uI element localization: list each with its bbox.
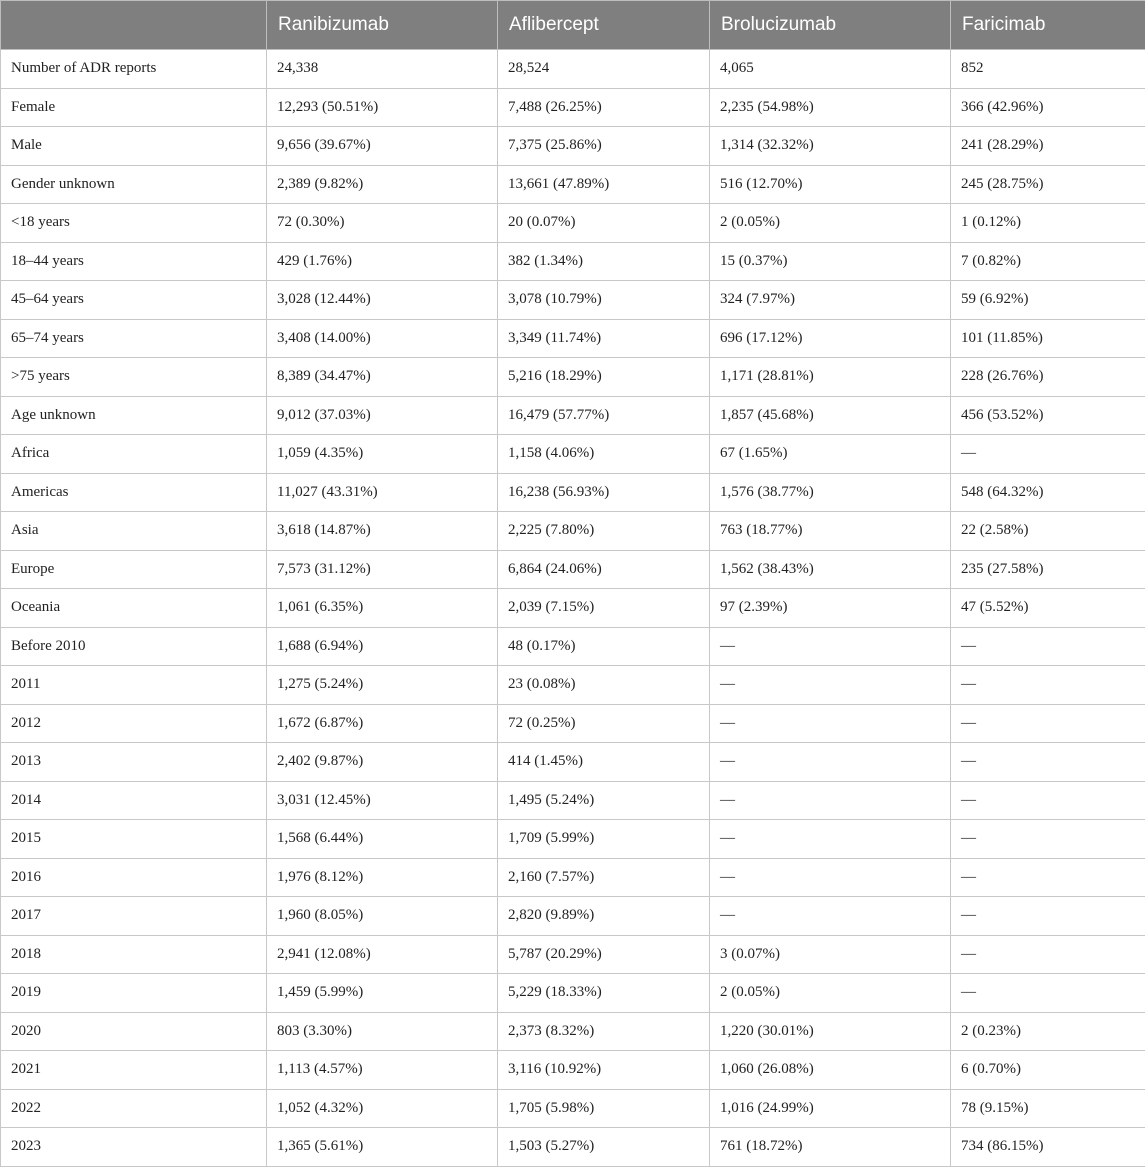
aflibercept-cell: 1,495 (5.24%) [498, 781, 710, 820]
row-label-cell: 2014 [1, 781, 267, 820]
ranibizumab-cell: 803 (3.30%) [267, 1012, 498, 1051]
ranibizumab-cell: 24,338 [267, 50, 498, 89]
header-cell-faricimab: Faricimab [951, 1, 1145, 50]
brolucizumab-cell: 1,060 (26.08%) [710, 1051, 951, 1090]
aflibercept-cell: 28,524 [498, 50, 710, 89]
ranibizumab-cell: 2,389 (9.82%) [267, 165, 498, 204]
aflibercept-cell: 20 (0.07%) [498, 204, 710, 243]
faricimab-cell: — [951, 704, 1145, 743]
faricimab-cell: — [951, 974, 1145, 1013]
ranibizumab-cell: 2,402 (9.87%) [267, 743, 498, 782]
aflibercept-cell: 2,039 (7.15%) [498, 589, 710, 628]
row-label-cell: 2013 [1, 743, 267, 782]
ranibizumab-cell: 1,061 (6.35%) [267, 589, 498, 628]
faricimab-cell: 1 (0.12%) [951, 204, 1145, 243]
aflibercept-cell: 2,225 (7.80%) [498, 512, 710, 551]
table-row [1, 435, 1145, 474]
faricimab-cell: 228 (26.76%) [951, 358, 1145, 397]
header-cell-aflibercept: Aflibercept [498, 1, 710, 50]
brolucizumab-cell: 516 (12.70%) [710, 165, 951, 204]
row-label-cell: Female [1, 88, 267, 127]
row-label-cell: 2015 [1, 820, 267, 859]
faricimab-cell: — [951, 820, 1145, 859]
row-label-cell: 2019 [1, 974, 267, 1013]
ranibizumab-cell: 8,389 (34.47%) [267, 358, 498, 397]
table-row [1, 743, 1145, 782]
ranibizumab-cell: 1,275 (5.24%) [267, 666, 498, 705]
table-row [1, 935, 1145, 974]
faricimab-cell: 6 (0.70%) [951, 1051, 1145, 1090]
table-row [1, 1128, 1145, 1167]
brolucizumab-cell: 3 (0.07%) [710, 935, 951, 974]
ranibizumab-cell: 1,672 (6.87%) [267, 704, 498, 743]
ranibizumab-cell: 1,688 (6.94%) [267, 627, 498, 666]
aflibercept-cell: 382 (1.34%) [498, 242, 710, 281]
brolucizumab-cell: — [710, 820, 951, 859]
ranibizumab-cell: 3,408 (14.00%) [267, 319, 498, 358]
aflibercept-cell: 13,661 (47.89%) [498, 165, 710, 204]
faricimab-cell: 78 (9.15%) [951, 1089, 1145, 1128]
ranibizumab-cell: 7,573 (31.12%) [267, 550, 498, 589]
table-row [1, 897, 1145, 936]
row-label-cell: Gender unknown [1, 165, 267, 204]
brolucizumab-cell: 761 (18.72%) [710, 1128, 951, 1167]
row-label-cell: Africa [1, 435, 267, 474]
brolucizumab-cell: 1,220 (30.01%) [710, 1012, 951, 1051]
ranibizumab-cell: 1,059 (4.35%) [267, 435, 498, 474]
brolucizumab-cell: 15 (0.37%) [710, 242, 951, 281]
row-label-cell: >75 years [1, 358, 267, 397]
header-cell-ranibizumab: Ranibizumab [267, 1, 498, 50]
header-cell-label [1, 1, 267, 50]
row-label-cell: 2023 [1, 1128, 267, 1167]
table-row [1, 666, 1145, 705]
row-label-cell: 2012 [1, 704, 267, 743]
aflibercept-cell: 1,158 (4.06%) [498, 435, 710, 474]
brolucizumab-cell: 97 (2.39%) [710, 589, 951, 628]
faricimab-cell: 366 (42.96%) [951, 88, 1145, 127]
table-row [1, 396, 1145, 435]
table-row [1, 1089, 1145, 1128]
table-row [1, 281, 1145, 320]
row-label-cell: 2016 [1, 858, 267, 897]
brolucizumab-cell: — [710, 704, 951, 743]
row-label-cell: Number of ADR reports [1, 50, 267, 89]
brolucizumab-cell: 1,171 (28.81%) [710, 358, 951, 397]
aflibercept-cell: 16,238 (56.93%) [498, 473, 710, 512]
table-row [1, 242, 1145, 281]
ranibizumab-cell: 12,293 (50.51%) [267, 88, 498, 127]
brolucizumab-cell: 763 (18.77%) [710, 512, 951, 551]
ranibizumab-cell: 1,976 (8.12%) [267, 858, 498, 897]
aflibercept-cell: 5,787 (20.29%) [498, 935, 710, 974]
aflibercept-cell: 1,709 (5.99%) [498, 820, 710, 859]
faricimab-cell: 456 (53.52%) [951, 396, 1145, 435]
table-row [1, 319, 1145, 358]
faricimab-cell: — [951, 781, 1145, 820]
row-label-cell: Before 2010 [1, 627, 267, 666]
faricimab-cell: 47 (5.52%) [951, 589, 1145, 628]
row-label-cell: 2018 [1, 935, 267, 974]
row-label-cell: Oceania [1, 589, 267, 628]
aflibercept-cell: 2,820 (9.89%) [498, 897, 710, 936]
brolucizumab-cell: 2,235 (54.98%) [710, 88, 951, 127]
faricimab-cell: — [951, 897, 1145, 936]
ranibizumab-cell: 1,365 (5.61%) [267, 1128, 498, 1167]
brolucizumab-cell: — [710, 858, 951, 897]
table-row [1, 1012, 1145, 1051]
ranibizumab-cell: 3,031 (12.45%) [267, 781, 498, 820]
brolucizumab-cell: 4,065 [710, 50, 951, 89]
aflibercept-cell: 72 (0.25%) [498, 704, 710, 743]
row-label-cell: 45–64 years [1, 281, 267, 320]
row-label-cell: <18 years [1, 204, 267, 243]
brolucizumab-cell: 67 (1.65%) [710, 435, 951, 474]
brolucizumab-cell: 1,857 (45.68%) [710, 396, 951, 435]
brolucizumab-cell: — [710, 781, 951, 820]
table-row [1, 50, 1145, 89]
table-row [1, 1051, 1145, 1090]
faricimab-cell: — [951, 666, 1145, 705]
table-header [1, 1, 1145, 50]
ranibizumab-cell: 1,568 (6.44%) [267, 820, 498, 859]
brolucizumab-cell: — [710, 743, 951, 782]
brolucizumab-cell: 324 (7.97%) [710, 281, 951, 320]
table-row [1, 704, 1145, 743]
table-row [1, 550, 1145, 589]
row-label-cell: Age unknown [1, 396, 267, 435]
brolucizumab-cell: 696 (17.12%) [710, 319, 951, 358]
brolucizumab-cell: 2 (0.05%) [710, 204, 951, 243]
table-row [1, 204, 1145, 243]
aflibercept-cell: 6,864 (24.06%) [498, 550, 710, 589]
header-row [1, 1, 1145, 50]
ranibizumab-cell: 429 (1.76%) [267, 242, 498, 281]
row-label-cell: 2021 [1, 1051, 267, 1090]
aflibercept-cell: 7,488 (26.25%) [498, 88, 710, 127]
brolucizumab-cell: 1,562 (38.43%) [710, 550, 951, 589]
ranibizumab-cell: 1,459 (5.99%) [267, 974, 498, 1013]
table-row [1, 589, 1145, 628]
faricimab-cell: — [951, 935, 1145, 974]
faricimab-cell: 548 (64.32%) [951, 473, 1145, 512]
table-row [1, 512, 1145, 551]
table-row [1, 165, 1145, 204]
aflibercept-cell: 7,375 (25.86%) [498, 127, 710, 166]
faricimab-cell: 852 [951, 50, 1145, 89]
row-label-cell: Americas [1, 473, 267, 512]
ranibizumab-cell: 11,027 (43.31%) [267, 473, 498, 512]
faricimab-cell: — [951, 435, 1145, 474]
faricimab-cell: 235 (27.58%) [951, 550, 1145, 589]
row-label-cell: 2011 [1, 666, 267, 705]
table-row [1, 473, 1145, 512]
faricimab-cell: — [951, 627, 1145, 666]
row-label-cell: 65–74 years [1, 319, 267, 358]
faricimab-cell: 245 (28.75%) [951, 165, 1145, 204]
brolucizumab-cell: 2 (0.05%) [710, 974, 951, 1013]
faricimab-cell: 734 (86.15%) [951, 1128, 1145, 1167]
faricimab-cell: 2 (0.23%) [951, 1012, 1145, 1051]
table-row [1, 781, 1145, 820]
brolucizumab-cell: — [710, 666, 951, 705]
table-row [1, 974, 1145, 1013]
faricimab-cell: 7 (0.82%) [951, 242, 1145, 281]
aflibercept-cell: 23 (0.08%) [498, 666, 710, 705]
ranibizumab-cell: 1,113 (4.57%) [267, 1051, 498, 1090]
table-row [1, 858, 1145, 897]
brolucizumab-cell: 1,314 (32.32%) [710, 127, 951, 166]
aflibercept-cell: 1,705 (5.98%) [498, 1089, 710, 1128]
row-label-cell: Asia [1, 512, 267, 551]
table-row [1, 820, 1145, 859]
faricimab-cell: 22 (2.58%) [951, 512, 1145, 551]
faricimab-cell: — [951, 858, 1145, 897]
faricimab-cell: 59 (6.92%) [951, 281, 1145, 320]
aflibercept-cell: 2,373 (8.32%) [498, 1012, 710, 1051]
ranibizumab-cell: 9,656 (39.67%) [267, 127, 498, 166]
aflibercept-cell: 48 (0.17%) [498, 627, 710, 666]
table-row [1, 127, 1145, 166]
aflibercept-cell: 2,160 (7.57%) [498, 858, 710, 897]
table-row [1, 627, 1145, 666]
faricimab-cell: 101 (11.85%) [951, 319, 1145, 358]
row-label-cell: 2017 [1, 897, 267, 936]
aflibercept-cell: 1,503 (5.27%) [498, 1128, 710, 1167]
aflibercept-cell: 5,229 (18.33%) [498, 974, 710, 1013]
row-label-cell: 18–44 years [1, 242, 267, 281]
table-row [1, 88, 1145, 127]
row-label-cell: Europe [1, 550, 267, 589]
aflibercept-cell: 3,116 (10.92%) [498, 1051, 710, 1090]
ranibizumab-cell: 72 (0.30%) [267, 204, 498, 243]
table-body [1, 50, 1145, 1167]
row-label-cell: 2022 [1, 1089, 267, 1128]
ranibizumab-cell: 3,028 (12.44%) [267, 281, 498, 320]
table-row [1, 358, 1145, 397]
brolucizumab-cell: 1,016 (24.99%) [710, 1089, 951, 1128]
ranibizumab-cell: 1,052 (4.32%) [267, 1089, 498, 1128]
brolucizumab-cell: — [710, 627, 951, 666]
aflibercept-cell: 3,078 (10.79%) [498, 281, 710, 320]
aflibercept-cell: 5,216 (18.29%) [498, 358, 710, 397]
ranibizumab-cell: 9,012 (37.03%) [267, 396, 498, 435]
aflibercept-cell: 3,349 (11.74%) [498, 319, 710, 358]
row-label-cell: 2020 [1, 1012, 267, 1051]
row-label-cell: Male [1, 127, 267, 166]
aflibercept-cell: 16,479 (57.77%) [498, 396, 710, 435]
faricimab-cell: — [951, 743, 1145, 782]
header-cell-brolucizumab: Brolucizumab [710, 1, 951, 50]
aflibercept-cell: 414 (1.45%) [498, 743, 710, 782]
brolucizumab-cell: — [710, 897, 951, 936]
faricimab-cell: 241 (28.29%) [951, 127, 1145, 166]
ranibizumab-cell: 2,941 (12.08%) [267, 935, 498, 974]
ranibizumab-cell: 1,960 (8.05%) [267, 897, 498, 936]
brolucizumab-cell: 1,576 (38.77%) [710, 473, 951, 512]
ranibizumab-cell: 3,618 (14.87%) [267, 512, 498, 551]
